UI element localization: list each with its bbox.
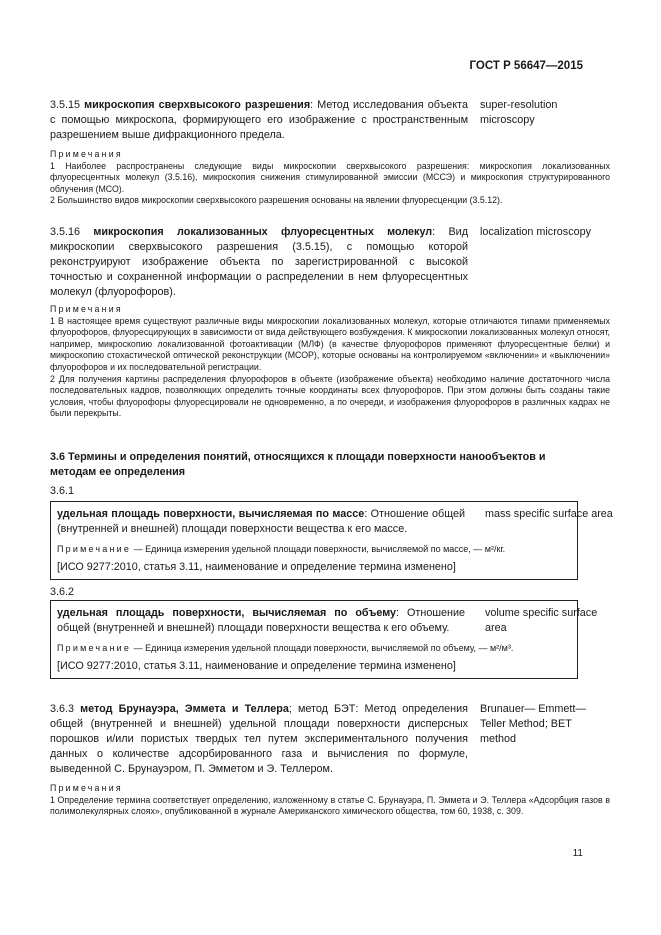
term-source: [ИСО 9277:2010, статья 3.11, наименование и определение термина изменено] <box>57 660 456 672</box>
term-name: микроскопия локализованных флуоресцентных молекул <box>93 226 433 238</box>
term-definition: : Отношение общей (внутренней и внешней) площади поверхности вещества к его объему. <box>57 607 465 634</box>
term-number: 3.5.16 <box>50 226 81 238</box>
term-name: метод Брунауэра, Эммета и Теллера <box>80 703 289 715</box>
term-english: Brunauer— Emmett—Teller Method; BET method <box>480 703 587 745</box>
term-note <box>57 642 571 654</box>
note-item: 2 Большинство видов микроскопии сверхвысокого разрешения основаны на явлении флуоресценции (3.5.12). <box>50 195 503 206</box>
notes-heading: Примечания <box>50 783 123 793</box>
term-source: [ИСО 9277:2010, статья 3.11, наименование и определение термина изменено] <box>57 561 456 573</box>
note-item: 1 В настоящее время существуют различные виды микроскопии локализованных молекул, которые отличаются типами применяемых флуорофоров, флуоресцирующих в зависимости от вида действующего возбуждения. К микроскопии локализованных молекул относят, например, микроскопию локализованной фотоактивации (МЛФ) (в качестве флуорофоров применяют флуоресцентные белки) и микроскопию стохастической оптической реконструкции (МСОР), которые основаны на контролируемом «включении» и «выключении» флуорофоров и их последовательной регистрации. <box>50 315 610 372</box>
term-definition: : Метод исследования объекта с помощью микроскопа, формирующего его изображение с пространственным разрешением выше дифракционного предела. <box>50 99 468 141</box>
term-number-3-6-1: 3.6.1 <box>50 485 75 497</box>
term-name: удельная площадь поверхности, вычисляемая по массе <box>57 508 365 520</box>
notes-3-6-3 <box>50 783 610 818</box>
page-number: 11 <box>572 848 583 859</box>
term-name: удельная площадь поверхности, вычисляемая по объему <box>57 607 397 619</box>
note-text: — Единица измерения удельной площади поверхности, вычисляемой по объему, — м²/м³. <box>131 643 514 653</box>
note-item: 1 Определение термина соответствует определению, изложенному в статье С. Брунауэра, П. Эммета и Э. Теллера «Адсорбция газов в полимолекулярных слоях», опубликованной в журнале Американского химического общества, том 60, 1938, с. 309. <box>50 794 610 817</box>
term-english: localization microscopy <box>480 226 592 238</box>
notes-heading: Примечания <box>50 304 123 314</box>
term-definition: ; метод БЭТ: Метод определения общей (внутренней и внешней) удельной площади поверхности дисперсных порошков и/или пористых твердых тел путем экспериментального получения данных о количестве адсорбированного газа и вычисления по формуле, выведенной С. Брунауэром, П. Эмметом и Э. Теллером. <box>50 703 468 775</box>
term-box-3-6-1 <box>50 501 613 580</box>
term-3-5-15 <box>50 98 610 143</box>
term-definition: : Вид микроскопии сверхвысокого разрешения (3.5.15), с помощью которой реконструируют изображение объекта по зарегистрированной с высокой точностью и сохраненной информации о распределении в нем флуоресцентных молекул (флуорофоров). <box>50 226 468 298</box>
notes-3-5-15 <box>50 149 610 207</box>
document-code: ГОСТ Р 56647—2015 <box>469 60 583 72</box>
term-number-3-6-2: 3.6.2 <box>50 586 75 598</box>
term-english: super-resolution microscopy <box>480 99 558 126</box>
note-text: — Единица измерения удельной площади поверхности, вычисляемой по массе, — м²/кг. <box>131 544 506 554</box>
note-heading: Примечание <box>57 643 132 653</box>
term-3-5-16 <box>50 225 610 300</box>
term-number: 3.6.3 <box>50 703 75 715</box>
term-number: 3.5.15 <box>50 99 81 111</box>
term-note <box>57 543 571 555</box>
notes-3-5-16 <box>50 304 610 420</box>
notes-heading: Примечания <box>50 149 123 159</box>
term-name: микроскопия сверхвысокого разрешения <box>84 99 311 111</box>
note-item: 1 Наиболее распространены следующие виды микроскопии сверхвысокого разрешения: микроскопия локализованных флуоресцентных молекул (3.5.16), микроскопия снижения стимулированной эмиссии (МССЭ) и микроскопия структурированного облучения (МСО). <box>50 160 610 194</box>
term-english: mass specific surface area <box>485 508 613 520</box>
term-3-6-3 <box>50 702 610 777</box>
note-heading: Примечание <box>57 544 132 554</box>
term-english: volume specific surface area <box>485 607 598 634</box>
term-definition: : Отношение общей (внутренней и внешней) площади поверхности вещества к его массе. <box>57 508 465 535</box>
section-heading-3-6: 3.6 Термины и определения понятий, относящихся к площади поверхности нанообъектов и методам ее определения <box>50 451 546 478</box>
term-box-3-6-2 <box>50 600 598 679</box>
note-item: 2 Для получения картины распределения флуорофоров в объекте (изображение объекта) необходимо наличие достаточного числа последовательных кадров, позволяющих определить точные координаты всех флуорофоров. При этом должны быть созданы такие условия, чтобы флуорофоры флуоресцировали не одновременно, а по очереди, и изображения флуорофоров в различных кадрах не были перекрыты. <box>50 373 610 419</box>
